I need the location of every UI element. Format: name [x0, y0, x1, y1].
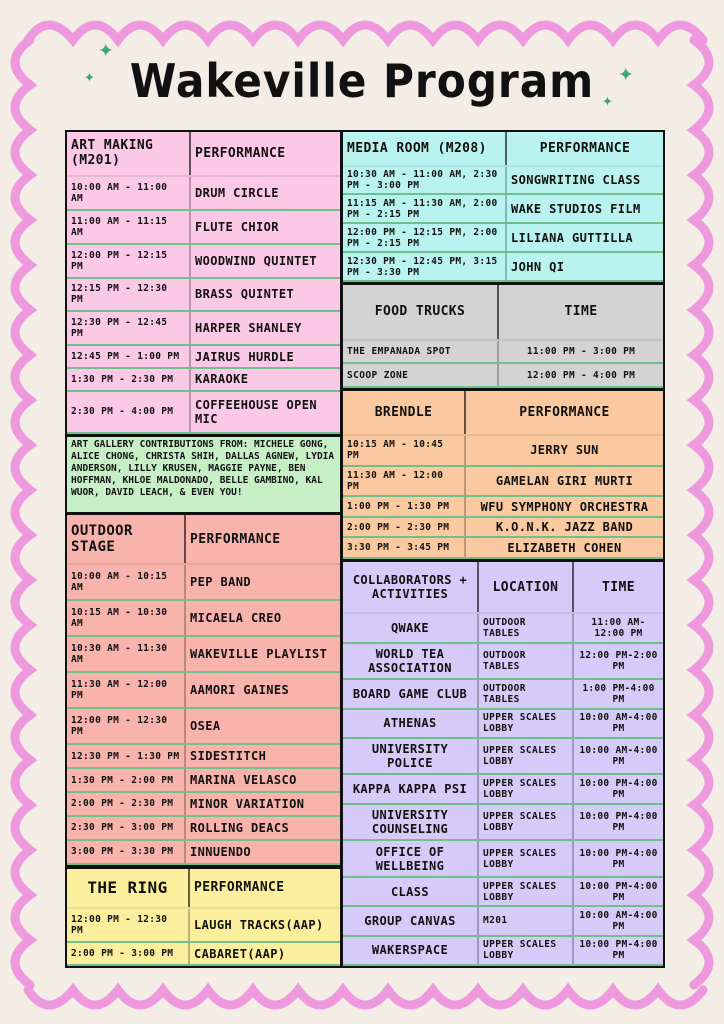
- ring-header-perf: PERFORMANCE: [189, 869, 340, 908]
- collab-cell-second: UPPER SCALES LOBBY: [478, 709, 573, 738]
- ring-cell-second: LAUGH TRACKS(AAP): [189, 908, 340, 942]
- media-row: [343, 223, 663, 252]
- collab-cell-first: UNIVERSITY COUNSELING: [343, 804, 478, 841]
- collab-row: [343, 613, 663, 642]
- media-room-table: [343, 132, 663, 282]
- collab-cell-third: 10:00 PM-4:00 PM: [573, 840, 663, 877]
- media-cell-second: WAKE STUDIOS FILM: [506, 194, 663, 223]
- collab-cell-third: 10:00 AM-4:00 PM: [573, 709, 663, 738]
- food-header-venue: FOOD TRUCKS: [343, 285, 498, 340]
- outdoor-row: [67, 840, 340, 864]
- art-row: [67, 311, 340, 345]
- collab-cell-second: UPPER SCALES LOBBY: [478, 738, 573, 775]
- art-cell-first: 11:00 AM - 11:15 AM: [67, 210, 190, 244]
- media-row: [343, 166, 663, 195]
- collab-cell-third: 11:00 AM-12:00 PM: [573, 613, 663, 642]
- sparkle-icon: ✦: [602, 90, 613, 111]
- collab-cell-third: 1:00 PM-4:00 PM: [573, 679, 663, 708]
- media-cell-second: JOHN QI: [506, 252, 663, 281]
- collab-cell-third: 10:00 PM-4:00 PM: [573, 804, 663, 841]
- brendle-cell-second: JERRY SUN: [465, 435, 663, 466]
- collab-cell-second: OUTDOOR TABLES: [478, 643, 573, 680]
- collab-row: [343, 709, 663, 738]
- collab-header-time: TIME: [573, 562, 663, 613]
- media-cell-first: 10:30 AM - 11:00 AM, 2:30 PM - 3:00 PM: [343, 166, 506, 195]
- collab-cell-second: UPPER SCALES LOBBY: [478, 877, 573, 906]
- art-cell-first: 12:45 PM - 1:00 PM: [67, 345, 190, 368]
- collab-cell-first: OFFICE OF WELLBEING: [343, 840, 478, 877]
- outdoor-row: [67, 600, 340, 636]
- art-cell-second: DRUM CIRCLE: [190, 176, 340, 210]
- art-cell-second: BRASS QUINTET: [190, 278, 340, 312]
- collab-header-name: COLLABORATORS + ACTIVITIES: [343, 562, 478, 613]
- art-gallery-note: ART GALLERY CONTRIBUTIONS FROM: MICHELE GONG, ALICE CHONG, CHRISTA SHIH, DALLAS AGNEW, LYDIA ANDERSON, LILLY KRUSEN, MAGGIE PAYNE, BEN HOFFMAN, KHLOE MALDONADO, BELLE GAMBINO, KAL WUOR, DAVID LEACH, & EVEN YOU!: [67, 437, 340, 512]
- brendle-row: [343, 466, 663, 497]
- media-row: [343, 194, 663, 223]
- brendle-header-venue: BRENDLE: [343, 391, 465, 435]
- brendle-cell-first: 3:30 PM - 3:45 PM: [343, 537, 465, 558]
- outdoor-row: [67, 744, 340, 768]
- collab-cell-second: OUTDOOR TABLES: [478, 679, 573, 708]
- collab-cell-first: GROUP CANVAS: [343, 906, 478, 935]
- outdoor-cell-first: 11:30 AM - 12:00 PM: [67, 672, 185, 708]
- ring-cell-first: 12:00 PM - 12:30 PM: [67, 908, 189, 942]
- collab-header-location: LOCATION: [478, 562, 573, 613]
- food-row: [343, 340, 663, 364]
- outdoor-cell-second: INNUENDO: [185, 840, 340, 864]
- art-cell-first: 12:30 PM - 12:45 PM: [67, 311, 190, 345]
- outdoor-cell-second: SIDESTITCH: [185, 744, 340, 768]
- brendle-cell-second: GAMELAN GIRI MURTI: [465, 466, 663, 497]
- collab-cell-third: 12:00 PM-2:00 PM: [573, 643, 663, 680]
- collab-cell-first: WAKERSPACE: [343, 936, 478, 965]
- ring-row: [67, 942, 340, 965]
- collab-row: [343, 840, 663, 877]
- collab-cell-first: UNIVERSITY POLICE: [343, 738, 478, 775]
- art-making-table: [67, 132, 340, 434]
- collab-cell-third: 10:00 AM-4:00 PM: [573, 738, 663, 775]
- brendle-row: [343, 517, 663, 538]
- collab-row: [343, 774, 663, 803]
- brendle-cell-first: 1:00 PM - 1:30 PM: [343, 496, 465, 517]
- brendle-table: [343, 391, 663, 559]
- brendle-row: [343, 435, 663, 466]
- food-header-time: TIME: [498, 285, 663, 340]
- art-cell-first: 2:30 PM - 4:00 PM: [67, 391, 190, 433]
- outdoor-cell-first: 2:00 PM - 2:30 PM: [67, 792, 185, 816]
- collab-cell-second: M201: [478, 906, 573, 935]
- page-title: Wakeville Program: [129, 54, 595, 108]
- outdoor-row: [67, 708, 340, 744]
- collab-row: [343, 877, 663, 906]
- collab-cell-first: ATHENAS: [343, 709, 478, 738]
- outdoor-stage-table: [67, 515, 340, 865]
- outdoor-cell-first: 1:30 PM - 2:00 PM: [67, 768, 185, 792]
- brendle-header-perf: PERFORMANCE: [465, 391, 663, 435]
- art-row: [67, 244, 340, 278]
- collab-cell-second: UPPER SCALES LOBBY: [478, 804, 573, 841]
- collab-row: [343, 679, 663, 708]
- collab-cell-second: UPPER SCALES LOBBY: [478, 774, 573, 803]
- collab-cell-second: UPPER SCALES LOBBY: [478, 936, 573, 965]
- art-row: [67, 345, 340, 368]
- collaborators-table: [343, 562, 663, 966]
- media-cell-second: LILIANA GUTTILLA: [506, 223, 663, 252]
- sparkle-icon: ✦: [84, 66, 95, 87]
- art-cell-second: COFFEEHOUSE OPEN MIC: [190, 391, 340, 433]
- art-cell-second: KARAOKE: [190, 368, 340, 391]
- collab-row: [343, 906, 663, 935]
- brendle-row: [343, 537, 663, 558]
- media-header-perf: PERFORMANCE: [506, 132, 663, 166]
- media-row: [343, 252, 663, 281]
- outdoor-header-perf: PERFORMANCE: [185, 515, 340, 564]
- collab-cell-first: KAPPA KAPPA PSI: [343, 774, 478, 803]
- collab-cell-second: UPPER SCALES LOBBY: [478, 840, 573, 877]
- food-cell-second: 12:00 PM - 4:00 PM: [498, 363, 663, 387]
- outdoor-cell-first: 12:00 PM - 12:30 PM: [67, 708, 185, 744]
- art-row: [67, 278, 340, 312]
- brendle-cell-second: ELIZABETH COHEN: [465, 537, 663, 558]
- outdoor-cell-first: 10:30 AM - 11:30 AM: [67, 636, 185, 672]
- brendle-cell-second: K.O.N.K. JAZZ BAND: [465, 517, 663, 538]
- outdoor-row: [67, 816, 340, 840]
- food-cell-first: THE EMPANADA SPOT: [343, 340, 498, 364]
- brendle-cell-first: 10:15 AM - 10:45 PM: [343, 435, 465, 466]
- outdoor-cell-second: ROLLING DEACS: [185, 816, 340, 840]
- outdoor-row: [67, 672, 340, 708]
- media-cell-first: 11:15 AM - 11:30 AM, 2:00 PM - 2:15 PM: [343, 194, 506, 223]
- outdoor-cell-second: MARINA VELASCO: [185, 768, 340, 792]
- food-trucks-table: [343, 285, 663, 388]
- outdoor-cell-second: MINOR VARIATION: [185, 792, 340, 816]
- food-cell-first: SCOOP ZONE: [343, 363, 498, 387]
- collab-row: [343, 643, 663, 680]
- outdoor-row: [67, 636, 340, 672]
- art-cell-second: FLUTE CHIOR: [190, 210, 340, 244]
- outdoor-row: [67, 768, 340, 792]
- collab-row: [343, 804, 663, 841]
- collab-cell-third: 10:00 PM-4:00 PM: [573, 936, 663, 965]
- media-cell-second: SONGWRITING CLASS: [506, 166, 663, 195]
- art-row: [67, 210, 340, 244]
- collab-cell-first: CLASS: [343, 877, 478, 906]
- outdoor-cell-first: 10:15 AM - 10:30 AM: [67, 600, 185, 636]
- brendle-cell-first: 2:00 PM - 2:30 PM: [343, 517, 465, 538]
- the-ring-table: [67, 869, 340, 966]
- sparkle-icon: ✦: [618, 58, 634, 88]
- brendle-row: [343, 496, 663, 517]
- art-cell-first: 12:15 PM - 12:30 PM: [67, 278, 190, 312]
- food-row: [343, 363, 663, 387]
- outdoor-cell-second: PEP BAND: [185, 564, 340, 600]
- art-header-perf: PERFORMANCE: [190, 132, 340, 176]
- outdoor-cell-first: 12:30 PM - 1:30 PM: [67, 744, 185, 768]
- collab-cell-first: QWAKE: [343, 613, 478, 642]
- outdoor-cell-first: 3:00 PM - 3:30 PM: [67, 840, 185, 864]
- collab-cell-first: WORLD TEA ASSOCIATION: [343, 643, 478, 680]
- brendle-cell-second: WFU SYMPHONY ORCHESTRA: [465, 496, 663, 517]
- media-cell-first: 12:30 PM - 12:45 PM, 3:15 PM - 3:30 PM: [343, 252, 506, 281]
- art-cell-second: HARPER SHANLEY: [190, 311, 340, 345]
- outdoor-cell-first: 10:00 AM - 10:15 AM: [67, 564, 185, 600]
- ring-header-venue: THE RING: [67, 869, 189, 908]
- art-row: [67, 391, 340, 433]
- collab-cell-third: 10:00 PM-4:00 PM: [573, 877, 663, 906]
- outdoor-cell-second: MICAELA CREO: [185, 600, 340, 636]
- ring-row: [67, 908, 340, 942]
- outdoor-cell-second: AAMORI GAINES: [185, 672, 340, 708]
- collab-row: [343, 738, 663, 775]
- media-cell-first: 12:00 PM - 12:15 PM, 2:00 PM - 2:15 PM: [343, 223, 506, 252]
- media-header-venue: MEDIA ROOM (M208): [343, 132, 506, 166]
- ring-cell-first: 2:00 PM - 3:00 PM: [67, 942, 189, 965]
- art-cell-second: JAIRUS HURDLE: [190, 345, 340, 368]
- ring-cell-second: CABARET(AAP): [189, 942, 340, 965]
- outdoor-row: [67, 792, 340, 816]
- outdoor-cell-second: WAKEVILLE PLAYLIST: [185, 636, 340, 672]
- outdoor-cell-second: OSEA: [185, 708, 340, 744]
- art-cell-second: WOODWIND QUINTET: [190, 244, 340, 278]
- art-header-venue: ART MAKING (M201): [67, 132, 190, 176]
- outdoor-cell-first: 2:30 PM - 3:00 PM: [67, 816, 185, 840]
- outdoor-header-venue: OUTDOOR STAGE: [67, 515, 185, 564]
- collab-cell-second: OUTDOOR TABLES: [478, 613, 573, 642]
- outdoor-row: [67, 564, 340, 600]
- collab-cell-third: 10:00 PM-4:00 PM: [573, 774, 663, 803]
- collab-row: [343, 936, 663, 965]
- collab-cell-third: 10:00 AM-4:00 PM: [573, 906, 663, 935]
- collab-cell-first: BOARD GAME CLUB: [343, 679, 478, 708]
- art-cell-first: 12:00 PM - 12:15 PM: [67, 244, 190, 278]
- art-cell-first: 10:00 AM - 11:00 AM: [67, 176, 190, 210]
- food-cell-second: 11:00 PM - 3:00 PM: [498, 340, 663, 364]
- sparkle-icon: ✦: [98, 34, 114, 64]
- art-cell-first: 1:30 PM - 2:30 PM: [67, 368, 190, 391]
- art-row: [67, 368, 340, 391]
- art-row: [67, 176, 340, 210]
- brendle-cell-first: 11:30 AM - 12:00 PM: [343, 466, 465, 497]
